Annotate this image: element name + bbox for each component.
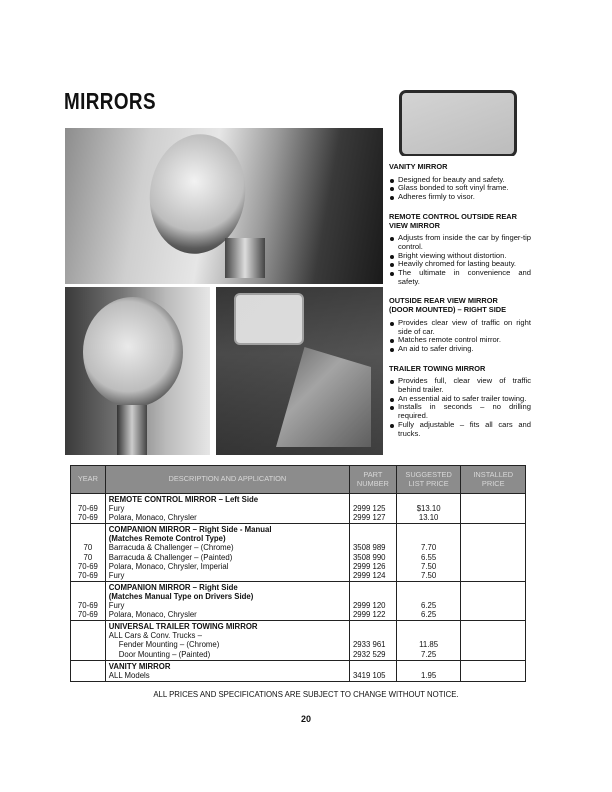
section-title-line: (DOOR MOUNTED) – RIGHT SIDE <box>389 305 507 315</box>
trailer-towing-mirror-photo <box>216 287 383 455</box>
price-line: 13.10 <box>418 513 439 523</box>
part-line: 2999 125 <box>352 504 386 514</box>
price-line <box>400 662 458 671</box>
part-line: 3508 989 <box>352 543 386 553</box>
section-title-line: VANITY MIRROR <box>389 162 448 171</box>
price-line: 7.70 <box>421 543 437 553</box>
year-line: 70-69 <box>77 504 98 514</box>
header-installed-price: INSTALLED PRICE <box>461 466 526 494</box>
outside-mirror-photo <box>65 287 210 455</box>
page-title: MIRRORS <box>64 88 156 114</box>
product-section <box>389 365 531 439</box>
year-line: 70-69 <box>77 561 98 571</box>
bullet-item: Heavily chromed for lasting beauty. <box>389 260 531 269</box>
description-cell <box>105 660 349 681</box>
bullet-item: Adheres firmly to visor. <box>389 193 531 202</box>
price-line <box>400 583 458 592</box>
desc-line: (Matches Manual Type on Drivers Side) <box>108 591 254 601</box>
desc-line: VANITY MIRROR <box>108 661 171 671</box>
year-line: 70 <box>83 552 93 562</box>
desc-line: Polara, Monaco, Chrysler <box>108 513 197 523</box>
year-line <box>74 583 102 592</box>
price-line: 7.50 <box>421 561 437 571</box>
desc-line: Fury <box>108 504 125 514</box>
price-line <box>400 525 458 534</box>
year-line <box>74 525 102 534</box>
price-line: 7.25 <box>421 649 437 659</box>
part-line: 2999 126 <box>352 561 386 571</box>
part-line <box>353 631 393 640</box>
product-descriptions <box>389 163 531 449</box>
price-line: $13.10 <box>416 504 441 514</box>
description-cell <box>105 524 349 582</box>
bullet-item: Fully adjustable – fits all cars and trucks. <box>389 421 531 438</box>
description-cell <box>105 494 349 524</box>
section-title-line: TRAILER TOWING MIRROR <box>389 363 486 373</box>
header-year: YEAR <box>71 466 106 494</box>
installed-price-cell <box>461 494 526 524</box>
part-line <box>353 622 393 631</box>
footer-note: ALL PRICES AND SPECIFICATIONS ARE SUBJECT TO CHANGE WITHOUT NOTICE. <box>153 690 459 699</box>
part-line: 2999 122 <box>352 610 386 620</box>
remote-control-mirror-photo <box>65 128 383 284</box>
price-line <box>400 534 458 543</box>
desc-line: Fury <box>108 601 125 611</box>
bullet-item: Adjusts from inside the car by finger-tip control. <box>389 234 531 251</box>
bullet-item: Glass bonded to soft vinyl frame. <box>389 184 531 193</box>
year-line <box>74 592 102 601</box>
header-list-price: SUGGESTED LIST PRICE <box>396 466 461 494</box>
part-line <box>353 592 393 601</box>
table-row-group <box>71 621 526 660</box>
bullet-item: An aid to safer driving. <box>389 345 531 354</box>
desc-line: Barracuda & Challenger – (Painted) <box>108 552 233 562</box>
part-line <box>353 534 393 543</box>
year-line: 70-69 <box>77 513 98 523</box>
section-title <box>389 163 531 172</box>
product-section <box>389 163 531 202</box>
list-price-cell <box>396 621 461 660</box>
table-row-group <box>71 660 526 681</box>
section-title <box>389 213 531 230</box>
year-cell <box>71 581 106 620</box>
price-line: 6.55 <box>421 552 437 562</box>
table-header-row <box>71 466 526 494</box>
desc-line: Fender Mounting – (Chrome) <box>118 640 220 650</box>
bullet-item: An essential aid to safer trailer towing. <box>389 395 531 404</box>
year-cell <box>71 621 106 660</box>
desc-line: Barracuda & Challenger – (Chrome) <box>108 543 234 553</box>
section-title-line: VIEW MIRROR <box>389 220 440 230</box>
year-line <box>74 622 102 631</box>
desc-line: Fury <box>108 570 125 580</box>
table-row-group <box>71 524 526 582</box>
year-cell <box>71 494 106 524</box>
bullet-item: Provides full, clear view of traffic behind trailer. <box>389 377 531 394</box>
bullet-item: The ultimate in convenience and safety. <box>389 269 531 286</box>
year-line <box>74 631 102 640</box>
bullet-list <box>389 319 531 354</box>
table-row-group <box>71 581 526 620</box>
year-line <box>74 662 102 671</box>
section-title <box>389 365 531 374</box>
year-line: 70-69 <box>77 601 98 611</box>
year-line <box>74 495 102 504</box>
bullet-item: Bright viewing without distortion. <box>389 252 531 261</box>
part-number-cell <box>349 524 396 582</box>
product-section <box>389 213 531 287</box>
year-line <box>74 650 102 659</box>
list-price-cell <box>396 581 461 620</box>
bullet-item: Provides clear view of traffic on right side of car. <box>389 319 531 336</box>
part-number-cell <box>349 494 396 524</box>
desc-line: Door Mounting – (Painted) <box>118 649 211 659</box>
part-line: 2999 120 <box>352 601 386 611</box>
desc-line: Polara, Monaco, Chrysler, Imperial <box>108 561 229 571</box>
price-line <box>400 631 458 640</box>
bullet-item: Designed for beauty and safety. <box>389 176 531 185</box>
bullet-list <box>389 234 531 286</box>
part-line: 2932 529 <box>352 649 386 659</box>
year-line: 70-69 <box>77 610 98 620</box>
bullet-item: Installs in seconds – no drilling required. <box>389 403 531 420</box>
year-line: 70 <box>83 543 93 553</box>
section-title-line: OUTSIDE REAR VIEW MIRROR <box>389 296 498 306</box>
price-line: 6.25 <box>421 610 437 620</box>
bullet-list <box>389 176 531 202</box>
desc-line: ALL Models <box>108 670 150 680</box>
list-price-cell <box>396 494 461 524</box>
desc-line: ALL Cars & Conv. Trucks – <box>108 631 202 641</box>
year-line: 70-69 <box>77 570 98 580</box>
part-line <box>353 662 393 671</box>
parts-price-table <box>70 465 526 682</box>
header-description: DESCRIPTION AND APPLICATION <box>105 466 349 494</box>
desc-line: Polara, Monaco, Chrysler <box>108 610 197 620</box>
price-line: 7.50 <box>421 570 437 580</box>
part-line: 3508 990 <box>352 552 386 562</box>
part-number-cell <box>349 581 396 620</box>
year-cell <box>71 660 106 681</box>
price-line <box>400 592 458 601</box>
installed-price-cell <box>461 621 526 660</box>
year-line <box>74 534 102 543</box>
description-cell <box>105 581 349 620</box>
list-price-cell <box>396 524 461 582</box>
desc-line: (Matches Remote Control Type) <box>108 534 226 544</box>
part-line <box>353 495 393 504</box>
section-title <box>389 297 531 314</box>
product-section <box>389 297 531 353</box>
section-title-line: REMOTE CONTROL OUTSIDE REAR <box>389 211 517 221</box>
desc-line: COMPANION MIRROR – Right Side - Manual <box>108 525 272 535</box>
part-line: 2999 127 <box>352 513 386 523</box>
part-line <box>353 583 393 592</box>
header-part-number: PART NUMBER <box>349 466 396 494</box>
table-row-group <box>71 494 526 524</box>
desc-line: UNIVERSAL TRAILER TOWING MIRROR <box>108 622 258 632</box>
desc-line: COMPANION MIRROR – Right Side <box>108 582 238 592</box>
vanity-mirror-photo <box>397 88 517 156</box>
list-price-cell <box>396 660 461 681</box>
price-line <box>400 622 458 631</box>
price-line <box>400 495 458 504</box>
year-line <box>74 671 102 680</box>
price-line: 1.95 <box>421 670 437 680</box>
bullet-item: Matches remote control mirror. <box>389 336 531 345</box>
part-line: 2999 124 <box>352 570 386 580</box>
installed-price-cell <box>461 660 526 681</box>
year-line <box>74 640 102 649</box>
bullet-list <box>389 377 531 438</box>
description-cell <box>105 621 349 660</box>
part-number-cell <box>349 660 396 681</box>
desc-line: REMOTE CONTROL MIRROR – Left Side <box>108 495 259 504</box>
installed-price-cell <box>461 581 526 620</box>
price-line: 11.85 <box>419 640 439 650</box>
part-line: 2933 961 <box>352 640 386 650</box>
part-line: 3419 105 <box>352 670 386 680</box>
part-line <box>353 525 393 534</box>
price-line: 6.25 <box>421 601 437 611</box>
page-number: 20 <box>300 714 311 724</box>
part-number-cell <box>349 621 396 660</box>
installed-price-cell <box>461 524 526 582</box>
year-cell <box>71 524 106 582</box>
